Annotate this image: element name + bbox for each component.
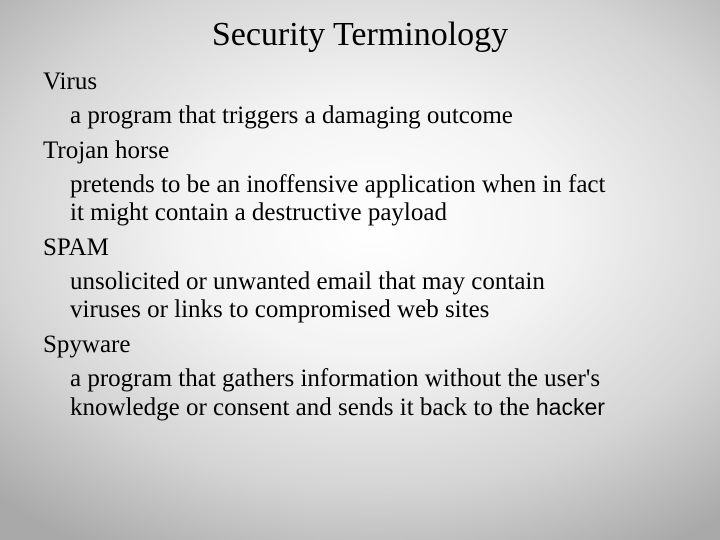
- definition-line: viruses or links to compromised web sites: [70, 296, 490, 323]
- term-spyware: Spyware: [43, 331, 131, 358]
- definition-line-with-tail: [70, 393, 703, 422]
- definition-tail-word: hacker: [535, 394, 605, 420]
- term-spam: SPAM: [43, 234, 109, 261]
- definition-line: pretends to be an inoffensive application when in fact: [70, 171, 606, 198]
- terminology-list: [43, 64, 703, 425]
- definition-line: a program that gathers information without the user's: [70, 365, 601, 392]
- definition-line: it might contain a destructive payload: [70, 199, 447, 226]
- definition-spam: [70, 265, 703, 327]
- definition-spyware: [70, 362, 703, 425]
- definition-line-text: knowledge or consent and sends it back to the: [70, 394, 536, 421]
- slide-title: Security Terminology: [211, 16, 509, 53]
- definition-trojan-horse: [70, 168, 703, 230]
- definition-line: a program that triggers a damaging outcome: [70, 102, 513, 129]
- definition-line: unsolicited or unwanted email that may contain: [70, 268, 545, 295]
- term-virus: Virus: [43, 68, 98, 95]
- definition-virus: [70, 99, 703, 133]
- term-trojan-horse: Trojan horse: [43, 137, 170, 164]
